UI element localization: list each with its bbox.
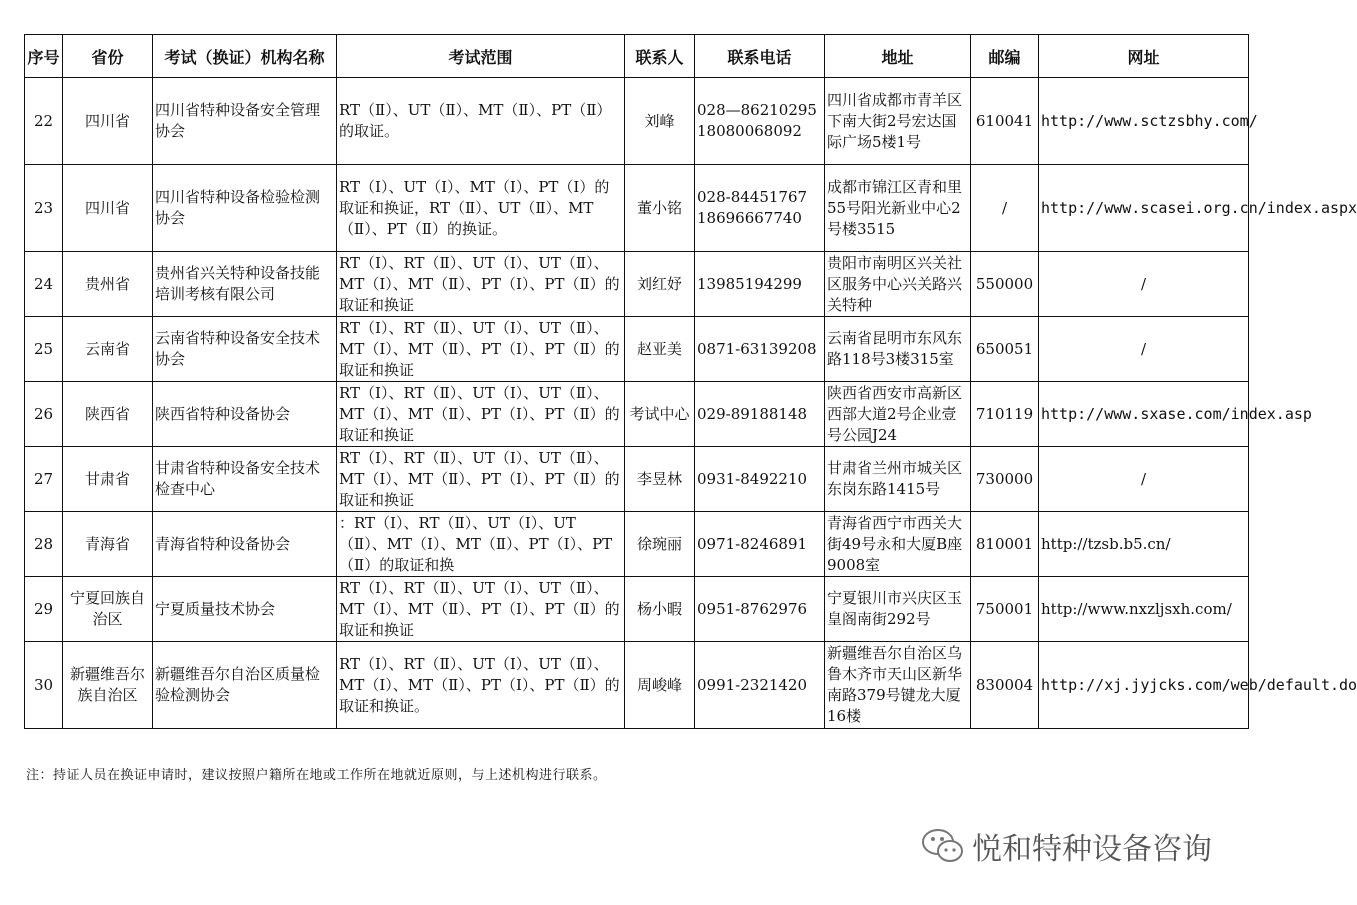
province-cell: 云南省 [63,317,153,382]
header-org: 考试（换证）机构名称 [153,35,337,78]
address-cell: 甘肃省兰州市城关区东岗东路1415号 [825,447,971,512]
scope-cell: RT（Ⅰ）、RT（Ⅱ）、UT（Ⅰ）、UT（Ⅱ）、MT（Ⅰ）、MT（Ⅱ）、PT（Ⅰ）、PT（Ⅱ）的取证和换证 [337,447,625,512]
url-cell: / [1039,317,1249,382]
contact-cell: 赵亚美 [625,317,695,382]
province-cell: 四川省 [63,78,153,165]
row-number: 27 [25,447,63,512]
url-link[interactable]: http://www.sxase.com/index.asp [1039,382,1249,447]
phone-cell: 0991-2321420 [695,642,825,729]
contact-cell: 周峻峰 [625,642,695,729]
province-cell: 宁夏回族自治区 [63,577,153,642]
phone-cell: 13985194299 [695,252,825,317]
url-link[interactable]: http://www.scasei.org.cn/index.aspx [1039,165,1249,252]
zip-cell: 830004 [971,642,1039,729]
contact-cell: 刘峰 [625,78,695,165]
address-cell: 宁夏银川市兴庆区玉皇阁南街292号 [825,577,971,642]
row-number: 28 [25,512,63,577]
zip-cell: 610041 [971,78,1039,165]
watermark [920,824,1212,868]
org-cell: 陕西省特种设备协会 [153,382,337,447]
institution-table [24,34,1357,729]
contact-cell: 考试中心 [625,382,695,447]
url-link[interactable]: http://www.sctzsbhy.com/ [1039,78,1249,165]
contact-cell: 徐琬丽 [625,512,695,577]
table-row [25,165,1249,252]
row-number: 29 [25,577,63,642]
scope-cell: ：RT（Ⅰ）、RT（Ⅱ）、UT（Ⅰ）、UT（Ⅱ）、MT（Ⅰ）、MT（Ⅱ）、PT（Ⅰ）、PT（Ⅱ）的取证和换 [337,512,625,577]
zip-cell: 550000 [971,252,1039,317]
phone-cell: 028—86210295 18080068092 [695,78,825,165]
header-no: 序号 [25,35,63,78]
phone-cell: 0871-63139208 [695,317,825,382]
org-cell: 四川省特种设备安全管理协会 [153,78,337,165]
phone-cell: 029-89188148 [695,382,825,447]
province-cell: 陕西省 [63,382,153,447]
table-row [25,642,1249,729]
wechat-icon [920,826,966,866]
address-cell: 贵阳市南明区兴关社区服务中心兴关路兴关特种 [825,252,971,317]
scope-cell: RT（Ⅰ）、RT（Ⅱ）、UT（Ⅰ）、UT（Ⅱ）、MT（Ⅰ）、MT（Ⅱ）、PT（Ⅰ）、PT（Ⅱ）的取证和换证 [337,577,625,642]
address-cell: 青海省西宁市西关大街49号永和大厦B座9008室 [825,512,971,577]
address-cell: 云南省昆明市东风东路118号3楼315室 [825,317,971,382]
phone-cell: 0931-8492210 [695,447,825,512]
zip-cell: 650051 [971,317,1039,382]
row-number: 26 [25,382,63,447]
row-number: 25 [25,317,63,382]
scope-cell: RT（Ⅱ）、UT（Ⅱ）、MT（Ⅱ）、PT（Ⅱ）的取证。 [337,78,625,165]
table-row [25,447,1249,512]
url-cell: / [1039,447,1249,512]
phone-cell: 0951-8762976 [695,577,825,642]
header-province: 省份 [63,35,153,78]
phone-cell: 028-84451767 18696667740 [695,165,825,252]
address-cell: 新疆维吾尔自治区乌鲁木齐市天山区新华南路379号键龙大厦16楼 [825,642,971,729]
table-row [25,78,1249,165]
row-number: 22 [25,78,63,165]
zip-cell: 810001 [971,512,1039,577]
org-cell: 新疆维吾尔自治区质量检验检测协会 [153,642,337,729]
province-cell: 青海省 [63,512,153,577]
row-number: 23 [25,165,63,252]
zip-cell: 730000 [971,447,1039,512]
scope-cell: RT（Ⅰ）、RT（Ⅱ）、UT（Ⅰ）、UT（Ⅱ）、MT（Ⅰ）、MT（Ⅱ）、PT（Ⅰ）、PT（Ⅱ）的取证和换证。 [337,642,625,729]
url-link[interactable]: http://tzsb.b5.cn/ [1039,512,1249,577]
table-row [25,317,1249,382]
org-cell: 青海省特种设备协会 [153,512,337,577]
header-scope: 考试范围 [337,35,625,78]
org-cell: 四川省特种设备检验检测协会 [153,165,337,252]
province-cell: 四川省 [63,165,153,252]
scope-cell: RT（Ⅰ）、UT（Ⅰ）、MT（Ⅰ）、PT（Ⅰ）的取证和换证，RT（Ⅱ）、UT（Ⅱ）、MT（Ⅱ）、PT（Ⅱ）的换证。 [337,165,625,252]
header-row [25,35,1249,78]
brand-text: 悦和特种设备咨询 [972,832,1212,867]
phone-cell: 0971-8246891 [695,512,825,577]
contact-cell: 李昱林 [625,447,695,512]
header-address: 地址 [825,35,971,78]
contact-cell: 董小铭 [625,165,695,252]
table-row [25,512,1249,577]
zip-cell: 750001 [971,577,1039,642]
header-phone: 联系电话 [695,35,825,78]
contact-cell: 杨小暇 [625,577,695,642]
header-contact: 联系人 [625,35,695,78]
address-cell: 陕西省西安市高新区西部大道2号企业壹号公园J24 [825,382,971,447]
table-row [25,252,1249,317]
province-cell: 甘肃省 [63,447,153,512]
table-row [25,382,1249,447]
org-cell: 云南省特种设备安全技术协会 [153,317,337,382]
province-cell: 新疆维吾尔族自治区 [63,642,153,729]
row-number: 24 [25,252,63,317]
contact-cell: 刘红妤 [625,252,695,317]
address-cell: 成都市锦江区青和里55号阳光新业中心2号楼3515 [825,165,971,252]
url-cell: / [1039,252,1249,317]
scope-cell: RT（Ⅰ）、RT（Ⅱ）、UT（Ⅰ）、UT（Ⅱ）、MT（Ⅰ）、MT（Ⅱ）、PT（Ⅰ）、PT（Ⅱ）的取证和换证 [337,252,625,317]
url-link[interactable]: http://xj.jyjcks.com/web/default.do [1039,642,1249,729]
scope-cell: RT（Ⅰ）、RT（Ⅱ）、UT（Ⅰ）、UT（Ⅱ）、MT（Ⅰ）、MT（Ⅱ）、PT（Ⅰ）、PT（Ⅱ）的取证和换证 [337,382,625,447]
scope-cell: RT（Ⅰ）、RT（Ⅱ）、UT（Ⅰ）、UT（Ⅱ）、MT（Ⅰ）、MT（Ⅱ）、PT（Ⅰ）、PT（Ⅱ）的取证和换证 [337,317,625,382]
header-url: 网址 [1039,35,1249,78]
footnote: 注：持证人员在换证申请时，建议按照户籍所在地或工作所在地就近原则，与上述机构进行联系。 [26,768,607,783]
org-cell: 贵州省兴关特种设备技能培训考核有限公司 [153,252,337,317]
header-zip: 邮编 [971,35,1039,78]
address-cell: 四川省成都市青羊区下南大街2号宏达国际广场5楼1号 [825,78,971,165]
org-cell: 甘肃省特种设备安全技术检查中心 [153,447,337,512]
province-cell: 贵州省 [63,252,153,317]
table-row [25,577,1249,642]
row-number: 30 [25,642,63,729]
url-link[interactable]: http://www.nxzljsxh.com/ [1039,577,1249,642]
org-cell: 宁夏质量技术协会 [153,577,337,642]
zip-cell: 710119 [971,382,1039,447]
zip-cell: / [971,165,1039,252]
